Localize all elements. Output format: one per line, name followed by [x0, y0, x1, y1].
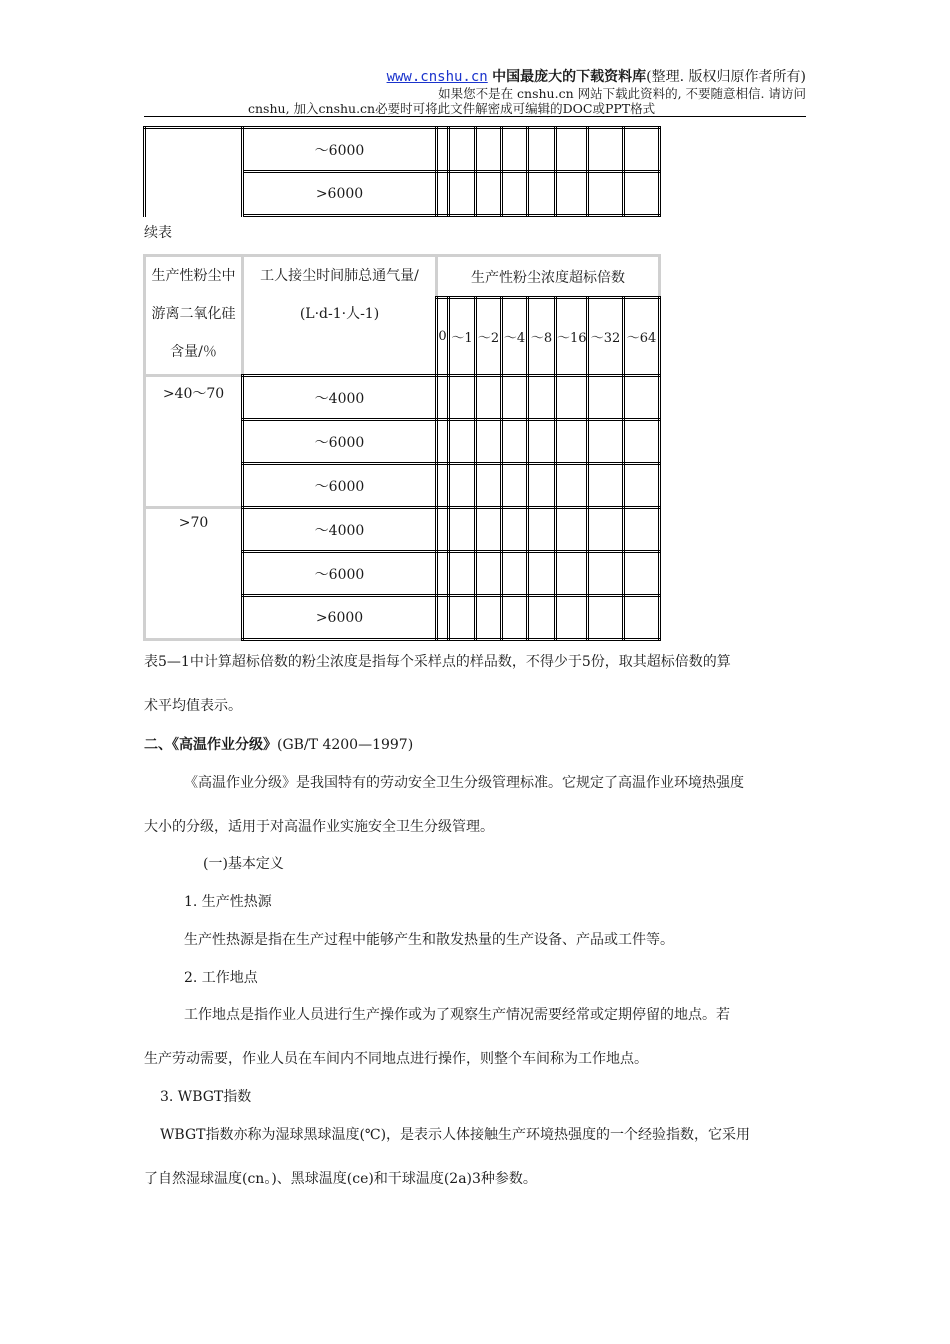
- empty-grid-cell: [502, 508, 528, 552]
- header-silica-content: [145, 256, 243, 376]
- empty-grid-cell: [528, 464, 556, 508]
- item-text: WBGT指数亦称为湿球黑球温度(℃)，是表示人体接触生产环境热强度的一个经验指数，它采用: [160, 1127, 751, 1143]
- empty-grid-cell: [624, 508, 660, 552]
- empty-grid-cell: [476, 128, 502, 172]
- ventilation-value: ～6000: [243, 552, 437, 596]
- empty-grid-cell: [556, 552, 588, 596]
- empty-grid-cell: [624, 376, 660, 420]
- empty-grid-cell: [502, 172, 528, 216]
- empty-grid-cell: [437, 376, 449, 420]
- dust-exceed-table: [143, 254, 661, 641]
- group-label: >40～70: [145, 376, 243, 508]
- empty-grid-cell: [588, 172, 624, 216]
- empty-grid-cell: [588, 420, 624, 464]
- empty-grid-cell: [476, 420, 502, 464]
- header-silica-line: 生产性粉尘中: [151, 268, 236, 284]
- ventilation-value: ～6000: [243, 420, 437, 464]
- site-link[interactable]: www.cnshu.cn: [386, 69, 488, 85]
- empty-grid-cell: [556, 596, 588, 640]
- empty-grid-cell: [449, 376, 476, 420]
- empty-grid-cell: [556, 420, 588, 464]
- ventilation-value: ～6000: [243, 464, 437, 508]
- subheader-cell: ～2: [476, 298, 502, 376]
- top-row-value: ～6000: [243, 128, 437, 172]
- page-header-line2: 如果您不是在 cnshu.cn 网站下载此资料的, 不要随意相信. 请访问: [438, 86, 806, 101]
- group-label: >70: [145, 508, 243, 640]
- empty-grid-cell: [588, 464, 624, 508]
- item-text: 生产性热源是指在生产过程中能够产生和散发热量的生产设备、产品或工件等。: [184, 932, 674, 948]
- empty-grid-cell: [528, 596, 556, 640]
- empty-grid-cell: [588, 128, 624, 172]
- header-ventilation: [243, 256, 437, 376]
- empty-grid-cell: [437, 128, 449, 172]
- empty-grid-cell: [624, 552, 660, 596]
- subheader-cell: ～4: [502, 298, 528, 376]
- empty-grid-cell: [556, 464, 588, 508]
- page-header-line3: cnshu, 加入cnshu.cn必要时可将此文件解密成可编辑的DOC或PPT格式: [248, 101, 656, 116]
- section2-heading-title: 二、《高温作业分级》: [144, 737, 277, 753]
- page-header-line1: [387, 66, 806, 86]
- empty-grid-cell: [624, 172, 660, 216]
- header-silica-line: 游离二氧化硅: [151, 306, 236, 322]
- empty-grid-cell: [502, 596, 528, 640]
- header-divider: [144, 116, 806, 117]
- section2-heading-code: (GB/T 4200—1997): [277, 737, 414, 753]
- item-title: 3. WBGT指数: [160, 1089, 252, 1105]
- empty-grid-cell: [556, 128, 588, 172]
- empty-grid-cell: [449, 172, 476, 216]
- empty-grid-cell: [502, 420, 528, 464]
- subheader-cell: ～1: [449, 298, 476, 376]
- table-note-line: 术平均值表示。: [144, 698, 242, 714]
- empty-grid-cell: [449, 552, 476, 596]
- item-title: 2. 工作地点: [184, 970, 258, 986]
- empty-grid-cell: [588, 552, 624, 596]
- header-ventilation-line: 工人接尘时间肺总通气量/: [260, 268, 419, 284]
- section2-intro-line: 《高温作业分级》是我国特有的劳动安全卫生分级管理标准。它规定了高温作业环境热强度: [184, 775, 744, 791]
- empty-grid-cell: [437, 508, 449, 552]
- empty-grid-cell: [588, 508, 624, 552]
- header-ventilation-line: (L·d-1·人-1): [299, 306, 380, 322]
- empty-grid-cell: [476, 464, 502, 508]
- ventilation-value: ～4000: [243, 376, 437, 420]
- empty-grid-cell: [588, 596, 624, 640]
- top-group-cell: [145, 128, 243, 216]
- empty-grid-cell: [528, 128, 556, 172]
- site-title: 中国最庞大的下载资料库: [492, 69, 647, 85]
- empty-grid-cell: [476, 508, 502, 552]
- top-table-fragment: [143, 126, 661, 217]
- empty-grid-cell: [476, 552, 502, 596]
- empty-grid-cell: [437, 596, 449, 640]
- empty-grid-cell: [437, 464, 449, 508]
- empty-grid-cell: [476, 172, 502, 216]
- item-text: 工作地点是指作业人员进行生产操作或为了观察生产情况需要经常或定期停留的地点。若: [184, 1007, 730, 1023]
- empty-grid-cell: [476, 376, 502, 420]
- ventilation-value: >6000: [243, 596, 437, 640]
- subheader-cell: ～16: [556, 298, 588, 376]
- empty-grid-cell: [528, 420, 556, 464]
- empty-grid-cell: [449, 420, 476, 464]
- empty-grid-cell: [624, 420, 660, 464]
- empty-grid-cell: [588, 376, 624, 420]
- empty-grid-cell: [556, 172, 588, 216]
- section2-heading: [144, 734, 413, 754]
- header-exceed-multiple: 生产性粉尘浓度超标倍数: [437, 256, 660, 298]
- empty-grid-cell: [502, 552, 528, 596]
- empty-grid-cell: [476, 596, 502, 640]
- item-text: 了自然湿球温度(cn。)、黑球温度(ce)和干球温度(2a)3种参数。: [144, 1171, 537, 1187]
- item-text: 生产劳动需要，作业人员在车间内不同地点进行操作，则整个车间称为工作地点。: [144, 1051, 648, 1067]
- table-note-line: 表5—1中计算超标倍数的粉尘浓度是指每个采样点的样品数，不得少于5份，取其超标倍数的算: [144, 654, 731, 670]
- subsection-title: (一)基本定义: [203, 856, 284, 872]
- continued-label: 续表: [144, 225, 172, 241]
- empty-grid-cell: [624, 596, 660, 640]
- header-silica-line: 含量/％: [170, 344, 217, 360]
- empty-grid-cell: [449, 596, 476, 640]
- empty-grid-cell: [449, 508, 476, 552]
- subheader-cell: 0: [437, 298, 449, 376]
- subheader-cell: ～8: [528, 298, 556, 376]
- empty-grid-cell: [449, 464, 476, 508]
- empty-grid-cell: [528, 508, 556, 552]
- item-title: 1. 生产性热源: [184, 894, 272, 910]
- empty-grid-cell: [437, 552, 449, 596]
- empty-grid-cell: [502, 128, 528, 172]
- subheader-cell: ～32: [588, 298, 624, 376]
- section2-intro-line: 大小的分级，适用于对高温作业实施安全卫生分级管理。: [144, 819, 494, 835]
- header-note: (整理. 版权归原作者所有): [646, 69, 806, 85]
- empty-grid-cell: [624, 128, 660, 172]
- empty-grid-cell: [528, 172, 556, 216]
- empty-grid-cell: [437, 172, 449, 216]
- subheader-cell: ～64: [624, 298, 660, 376]
- empty-grid-cell: [502, 376, 528, 420]
- empty-grid-cell: [502, 464, 528, 508]
- empty-grid-cell: [449, 128, 476, 172]
- empty-grid-cell: [556, 508, 588, 552]
- empty-grid-cell: [437, 420, 449, 464]
- empty-grid-cell: [528, 376, 556, 420]
- empty-grid-cell: [556, 376, 588, 420]
- ventilation-value: ～4000: [243, 508, 437, 552]
- empty-grid-cell: [624, 464, 660, 508]
- top-row-value: >6000: [243, 172, 437, 216]
- empty-grid-cell: [528, 552, 556, 596]
